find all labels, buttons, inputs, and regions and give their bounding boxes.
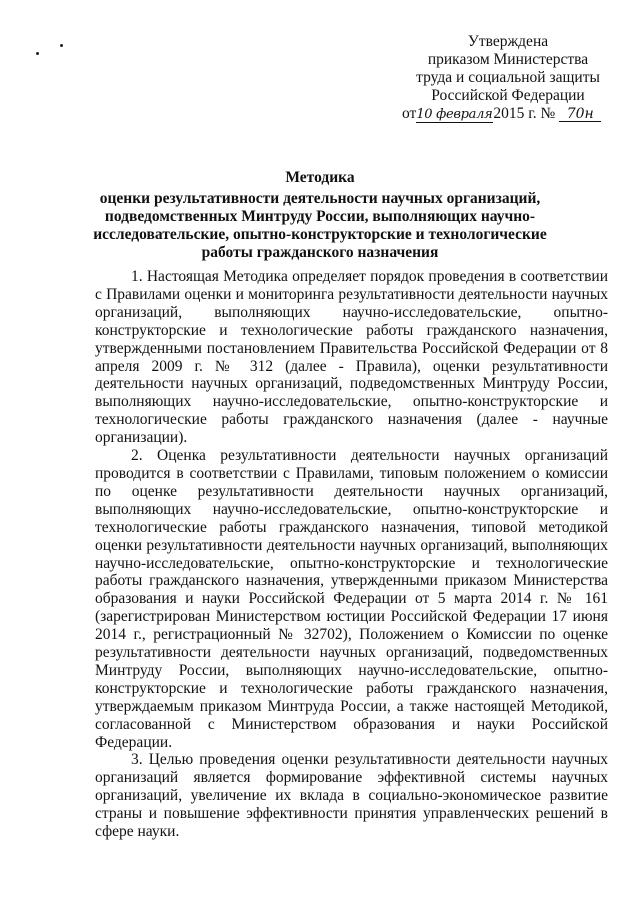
scan-speck bbox=[60, 44, 63, 47]
approval-stamp bbox=[398, 33, 618, 123]
approval-date-line bbox=[398, 105, 618, 123]
document-title bbox=[80, 169, 560, 262]
approval-line: труда и социальной защиты bbox=[416, 69, 600, 86]
handwritten-order-number: 70н bbox=[559, 107, 601, 122]
handwritten-date: 10 февраля bbox=[416, 107, 493, 122]
order-year: 2015 г. № bbox=[493, 105, 556, 122]
title-heading: Методика bbox=[285, 169, 355, 186]
paragraph: 1. Настоящая Методика определяет порядок проведения в соответствии с Правилами оценки и мониторинга результативности деятельности научных организаций, выполняющих научно-исследовательские, опытно-конструкторские и технологические работы гражданского назначения, утвержденными постановлением Правительства Российской Федерации от 8 апреля 2009 г. № 312 (далее - Правила), оценки результативности деятельности научных организаций, подведомственных Минтруду России, выполняющих научно-исследовательские, опытно-конструкторские и технологические работы гражданского назначения (далее - научные организации). bbox=[95, 268, 608, 447]
document-body bbox=[95, 268, 608, 841]
approval-line: Российской Федерации bbox=[431, 87, 585, 104]
paragraph: 3. Целью проведения оценки результативности деятельности научных организаций является формирование эффективной системы научных организаций, увеличение их вклада в социально-экономическое развитие страны и повышение эффективности принятия управленческих решений в сфере науки. bbox=[95, 751, 608, 841]
date-prefix: от bbox=[402, 105, 417, 122]
scan-speck bbox=[36, 52, 39, 55]
approval-line: Утверждена bbox=[467, 33, 549, 50]
paragraph: 2. Оценка результативности деятельности научных организаций проводится в соответствии с Правилами, типовым положением о комиссии по оценке результативности деятельности научных организаций, выполняющих научно-исследовательские, опытно-конструкторские и технологические работы гражданского назначения, типовой методикой оценки результативности деятельности научных организаций, выполняющих научно-исследовательские, опытно-конструкторские и технологические работы гражданского назначения, утвержденными приказом Министерства образования и науки Российской Федерации от 5 марта 2014 г. № 161 (зарегистрирован Министерством юстиции Российской Федерации 17 июня 2014 г., регистрационный № 32702), Положением о Комиссии по оценке результативности деятельности научных организаций, подведомственных Минтруду России, выполняющих научно-исследовательские, опытно-конструкторские и технологические работы гражданского назначения, утверждаемым приказом Минтруда России, а также настоящей Методикой, согласованной с Министерством образования и науки Российской Федерации. bbox=[95, 447, 608, 751]
approval-line: приказом Министерства bbox=[427, 51, 589, 68]
title-subtitle: оценки результативности деятельности научных организаций, подведомственных Минтруду России, выполняющих научно-исследовательские, опытно-конструкторские и технологические работы гражданского назначения bbox=[93, 190, 547, 261]
